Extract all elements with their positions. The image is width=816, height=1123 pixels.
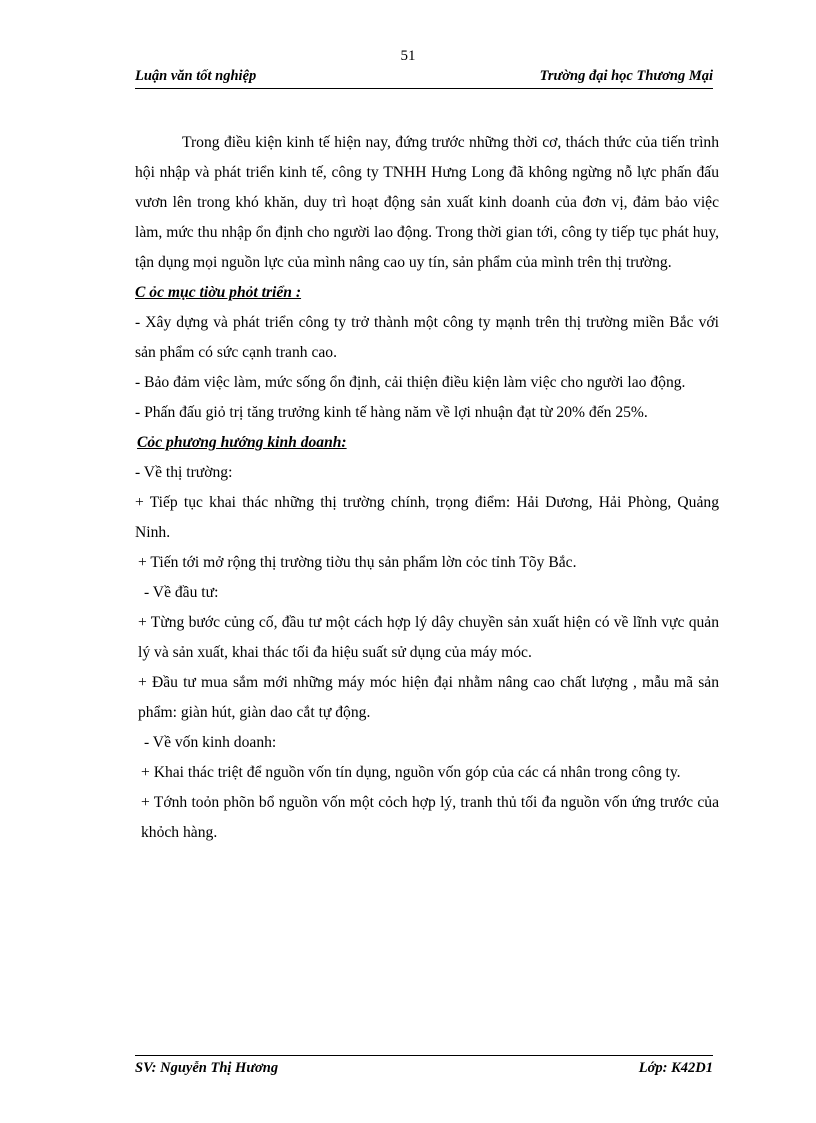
market-label: - Về thị trường: (135, 464, 233, 481)
header-thesis-title: Luận văn tốt nghiệp (135, 68, 257, 84)
directions-heading-text: Cỏc phương hướng kinh doanh: (137, 434, 347, 451)
directions-heading (135, 428, 719, 458)
capital-item: + Tớnh toỏn phõn bổ nguồn vốn một cỏch hợp lý, tranh thủ tối đa nguồn vốn ứng trước của khỏch hàng. (141, 794, 719, 841)
capital-label: - Về vốn kinh doanh: (144, 734, 277, 751)
goal-item: - Phấn đấu giỏ trị tăng trưởng kinh tế hàng năm về lợi nhuận đạt từ 20% đến 25%. (135, 404, 648, 421)
intro-paragraph: Trong điều kiện kinh tế hiện nay, đứng trước những thời cơ, thách thức của tiến trình hội nhập và phát triển kinh tế, công ty TNHH Hưng Long đã không ngừng nỗ lực phấn đấu vươn lên trong khó khăn, duy trì hoạt động sản xuất kinh doanh của đơn vị, đảm bảo việc làm, mức thu nhập ổn định cho người lao động. Trong thời gian tới, công ty tiếp tục phát huy, tận dụng mọi nguồn lực của mình nâng cao uy tín, sản phẩm của mình trên thị trường. (135, 134, 719, 271)
market-item: + Tiếp tục khai thác những thị trường chính, trọng điểm: Hải Dương, Hải Phòng, Quảng Ninh. (135, 494, 719, 541)
market-item: + Tiến tới mở rộng thị trường tiờu thụ sản phẩm lờn cỏc tỉnh Tõy Bắc. (138, 554, 577, 571)
goal-item: - Xây dựng và phát triển công ty trở thành một công ty mạnh trên thị trường miền Bắc với sản phẩm có sức cạnh tranh cao. (135, 314, 719, 361)
goals-heading (135, 278, 719, 308)
invest-label: - Về đầu tư: (144, 584, 219, 601)
goal-item: - Bảo đảm việc làm, mức sống ổn định, cải thiện điều kiện làm việc cho người lao động. (135, 374, 686, 391)
goals-heading-text: C ỏc mục tiờu phỏt triển : (135, 284, 302, 301)
footer-class: Lớp: K42D1 (638, 1060, 713, 1076)
invest-item: + Đầu tư mua sắm mới những máy móc hiện đại nhằm nâng cao chất lượng , mẫu mã sản phẩm: giàn hút, giàn dao cắt tự động. (138, 674, 719, 721)
footer-student-name: SV: Nguyễn Thị Hương (135, 1060, 279, 1076)
page-header (135, 68, 713, 89)
page-footer (135, 1055, 713, 1078)
page-number: 51 (400, 48, 416, 64)
capital-item: + Khai thác triệt để nguồn vốn tín dụng, nguồn vốn góp của các cá nhân trong công ty. (141, 764, 681, 781)
header-university: Trường đại học Thương Mại (539, 68, 713, 84)
invest-item: + Từng bước củng cố, đầu tư một cách hợp lý dây chuyền sản xuất hiện có về lĩnh vực quản lý và sản xuất, khai thác tối đa hiệu suất sử dụng của máy móc. (138, 614, 719, 661)
document-body (135, 128, 719, 848)
